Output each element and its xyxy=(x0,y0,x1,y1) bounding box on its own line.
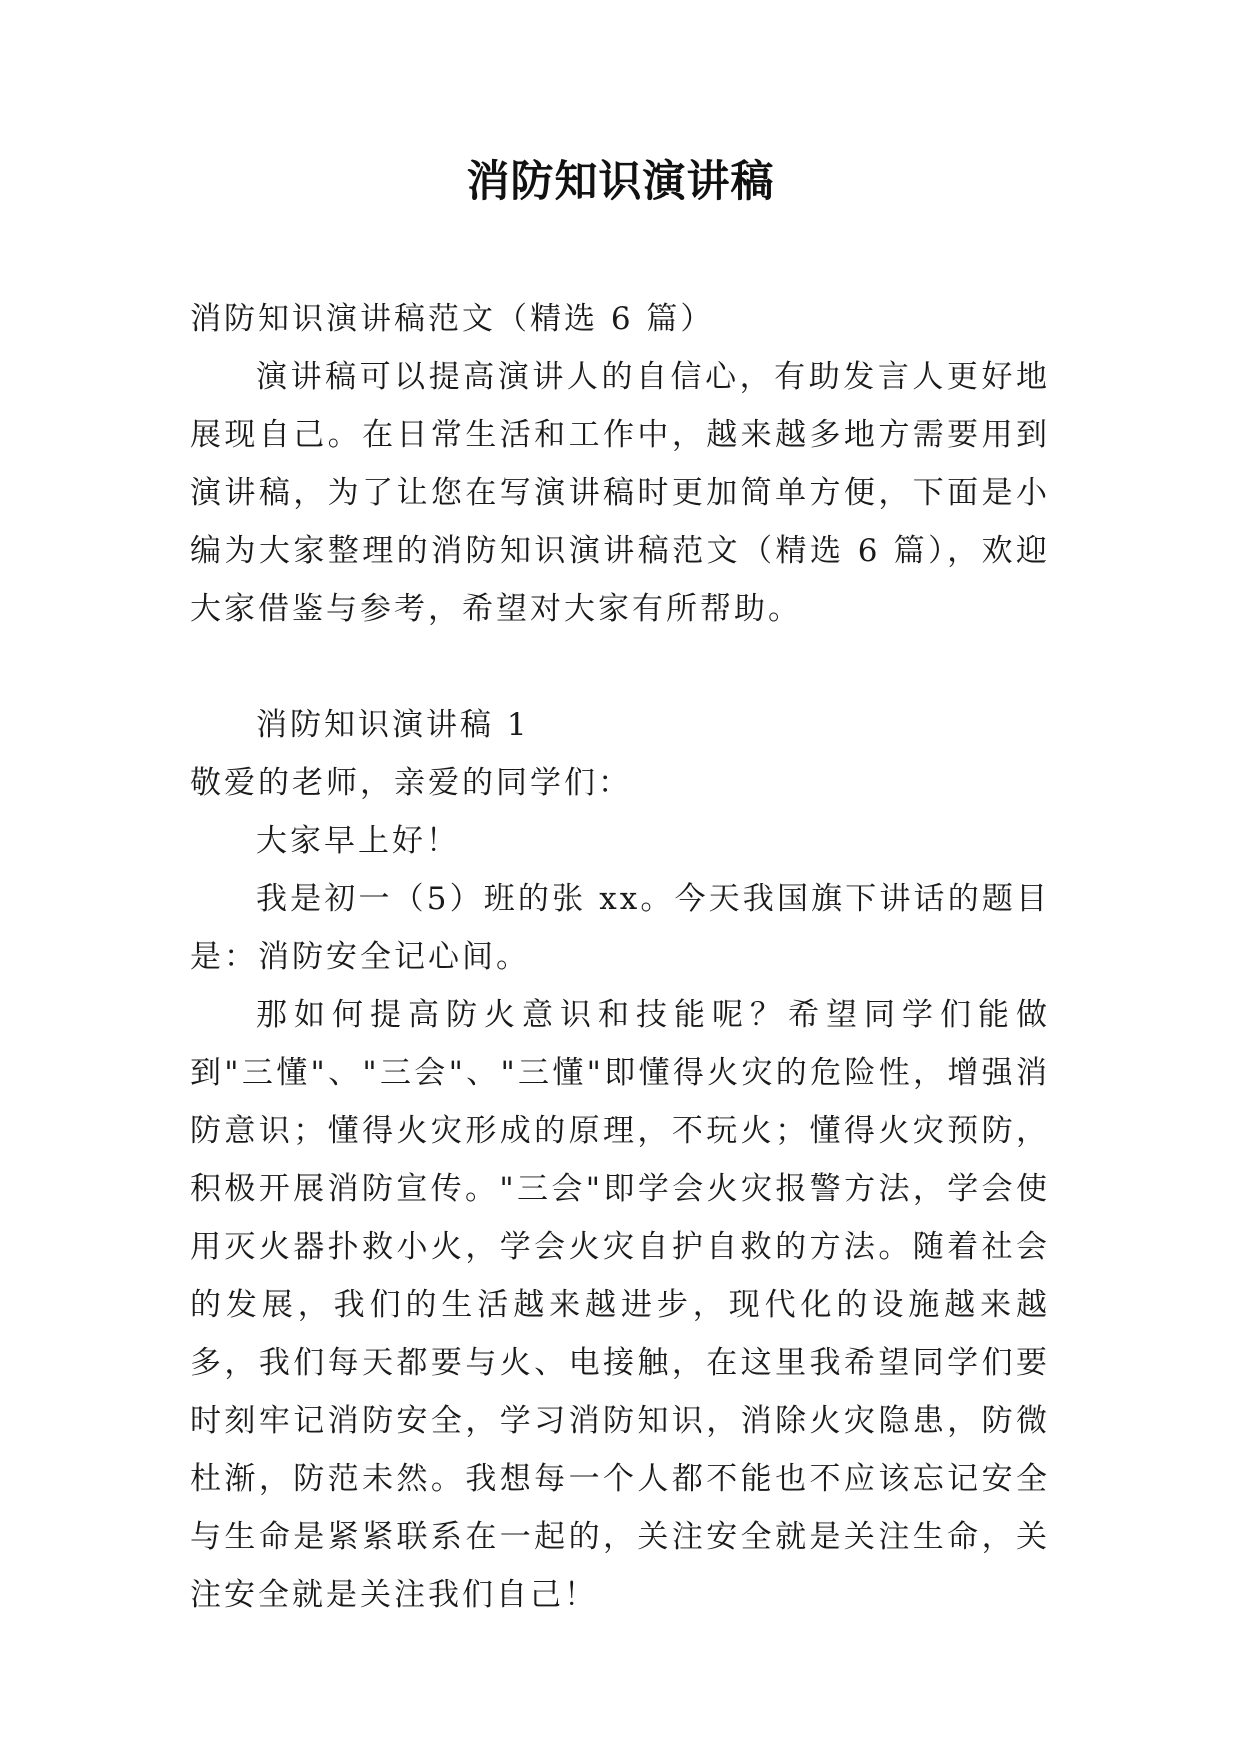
greeting: 大家早上好！ xyxy=(256,823,460,859)
salutation: 敬爱的老师，亲爱的同学们： xyxy=(190,765,632,801)
document-subtitle: 消防知识演讲稿范文（精选 6 篇） xyxy=(190,301,715,337)
body-paragraph-2: 那如何提高防火意识和技能呢？希望同学们能做到"三懂"、"三会"、"三懂"即懂得火灾的危险性，增强消防意识；懂得火灾形成的原理，不玩火；懂得火灾预防，积极开展消防宣传。"三会"即学会火灾报警方法，学会使用灭火器扑救小火，学会火灾自护自救的方法。随着社会的发展，我们的生活越来越进步，现代化的设施越来越多，我们每天都要与火、电接触，在这里我希望同学们要时刻牢记消防安全，学习消防知识，消除火灾隐患，防微杜渐，防范未然。我想每一个人都不能也不应该忘记安全与生命是紧紧联系在一起的，关注安全就是关注生命，关注安全就是关注我们自己！ xyxy=(190,997,1050,1613)
section-heading: 消防知识演讲稿 1 xyxy=(256,707,530,743)
document-body xyxy=(190,290,1050,1624)
document-title: 消防知识演讲稿 xyxy=(466,157,775,207)
paragraph-gap xyxy=(190,638,1050,696)
body-paragraph-1: 我是初一（5）班的张 xx。今天我国旗下讲话的题目是：消防安全记心间。 xyxy=(190,881,1050,975)
intro-paragraph: 演讲稿可以提高演讲人的自信心，有助发言人更好地展现自己。在日常生活和工作中，越来越多地方需要用到演讲稿，为了让您在写演讲稿时更加简单方便，下面是小编为大家整理的消防知识演讲稿范文（精选 6 篇），欢迎大家借鉴与参考，希望对大家有所帮助。 xyxy=(190,359,1050,627)
